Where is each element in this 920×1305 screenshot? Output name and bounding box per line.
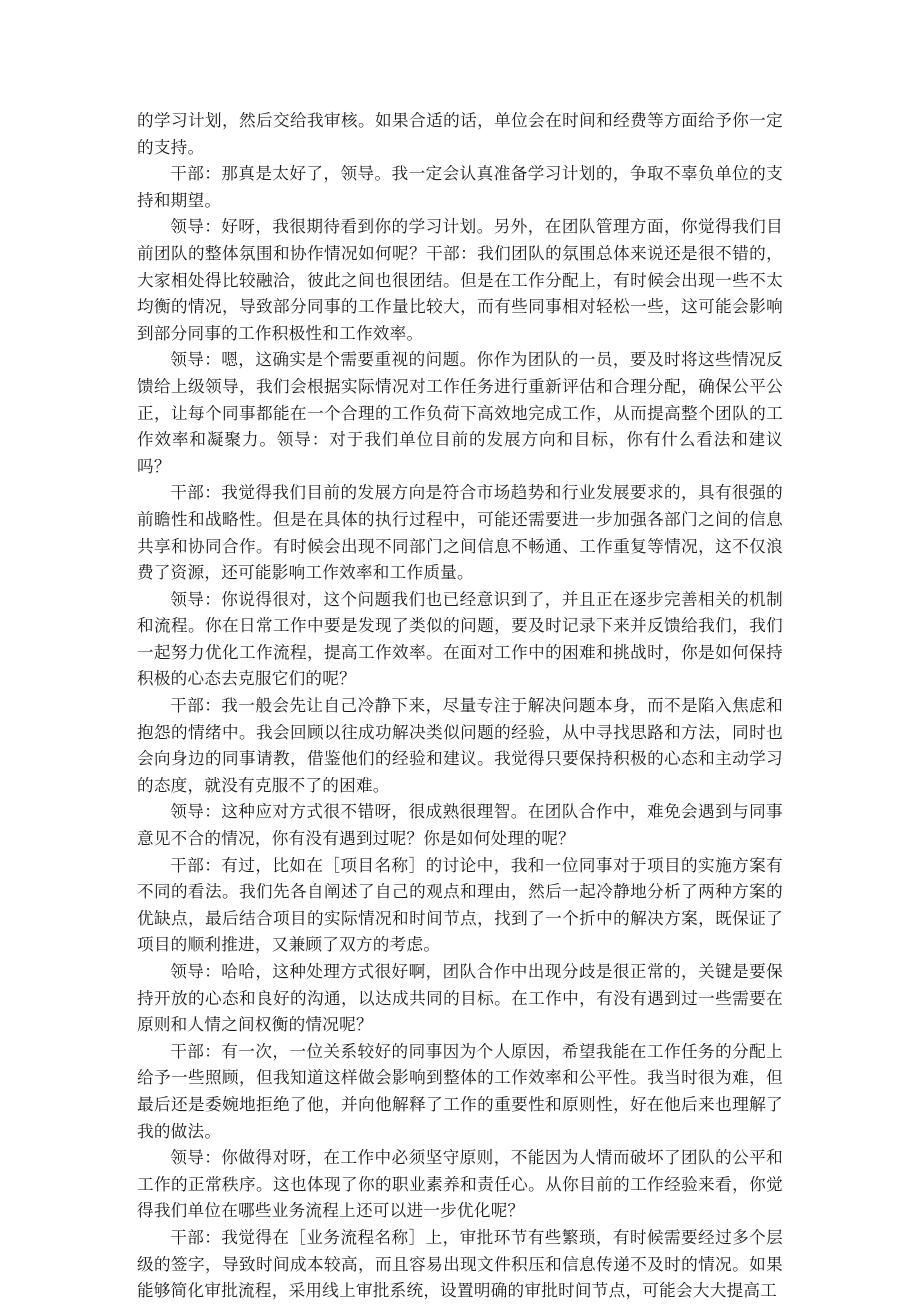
paragraph-cadre-refusal: 干部：有一次，一位关系较好的同事因为个人原因，希望我能在工作任务的分配上给予一些照顾，但我知道这样做会影响到整体的工作效率和公平性。我当时很为难，但最后还是委婉地拒绝了他，并向他解释了工作的重要性和原则性，好在他后来也理解了我的做法。 [137,1041,783,1141]
paragraph-cadre-direction: 干部：我觉得我们目前的发展方向是符合市场趋势和行业发展要求的，具有很强的前瞻性和战略性。但是在具体的执行过程中，可能还需要进一步加强各部门之间的信息共享和协同合作。有时候会出现不同部门之间信息不畅通、工作重复等情况，这不仅浪费了资源，还可能影响工作效率和工作质量。 [137,483,783,583]
paragraph-leader-feedback: 领导：嗯，这确实是个需要重视的问题。你作为团队的一员，要及时将这些情况反馈给上级领导，我们会根据实际情况对工作任务进行重新评估和合理分配，确保公平公正，让每个同事都能在一个合理的工作负荷下高效地完成工作，从而提高整个团队的工作效率和凝聚力。领导：对于我们单位目前的发展方向和目标，你有什么看法和建议吗？ [137,350,783,476]
paragraph-continuation: 的学习计划，然后交给我审核。如果合适的话，单位会在时间和经费等方面给予你一定的支持。 [137,111,783,157]
paragraph-cadre-attitude: 干部：我一般会先让自己冷静下来，尽量专注于解决问题本身，而不是陷入焦虑和抱怨的情绪中。我会回顾以往成功解决类似问题的经验，从中寻找思路和方法，同时也会向身边的同事请教，借鉴他们的经验和建议。我觉得只要保持积极的心态和主动学习的态度，就没有克服不了的困难。 [137,696,783,795]
paragraph-leader-disagreement: 领导：这种应对方式很不错呀，很成熟很理智。在团队合作中，难免会遇到与同事意见不合的情况，你有没有遇到过呢？你是如何处理的呢？ [137,802,783,849]
paragraph-leader-optimize: 领导：你做得对呀，在工作中必须坚守原则，不能因为人情而破坏了团队的公平和工作的正常秩序。这也体现了你的职业素养和责任心。从你目前的工作经验来看，你觉得我们单位在哪些业务流程上还可以进一步优化呢？ [137,1148,783,1221]
paragraph-cadre-reply: 干部：那真是太好了，领导。我一定会认真准备学习计划的，争取不辜负单位的支持和期望。 [137,164,783,210]
paragraph-cadre-approval: 干部：我觉得在［业务流程名称］上，审批环节有些繁琐，有时候需要经过多个层级的签字，导致时间成本较高，而且容易出现文件积压和信息传递不及时的情况。如果能够简化审批流程，采用线上审批系统，设置明确的审批时间节点，可能会大大提高工 [137,1227,783,1301]
document-body [137,108,783,1305]
paragraph-leader-process: 领导：你说得很对，这个问题我们也已经意识到了，并且正在逐步完善相关的机制和流程。你在日常工作中要是发现了类似的问题，要及时记录下来并反馈给我们，我们一起努力优化工作流程，提高工作效率。在面对工作中的困难和挑战时，你是如何保持积极的心态去克服它们的呢？ [137,589,783,689]
paragraph-leader-team-question: 领导：好呀，我很期待看到你的学习计划。另外，在团队管理方面，你觉得我们目前团队的整体氛围和协作情况如何呢？干部：我们团队的氛围总体来说还是很不错的，大家相处得比较融洽，彼此之间也很团结。但是在工作分配上，有时候会出现一些不太均衡的情况，导致部分同事的工作量比较大，而有些同事相对轻松一些，这可能会影响到部分同事的工作积极性和工作效率。 [137,217,783,343]
paragraph-leader-principle: 领导：哈哈，这种处理方式很好啊，团队合作中出现分歧是很正常的，关键是要保持开放的心态和良好的沟通，以达成共同的目标。在工作中，有没有遇到过一些需要在原则和人情之间权衡的情况呢？ [137,962,783,1035]
paragraph-cadre-project: 干部：有过，比如在［项目名称］的讨论中，我和一位同事对于项目的实施方案有不同的看法。我们先各自阐述了自己的观点和理由，然后一起冷静地分析了两种方案的优缺点，最后结合项目的实际情况和时间节点，找到了一个折中的解决方案，既保证了项目的顺利推进，又兼顾了双方的考虑。 [137,855,783,955]
